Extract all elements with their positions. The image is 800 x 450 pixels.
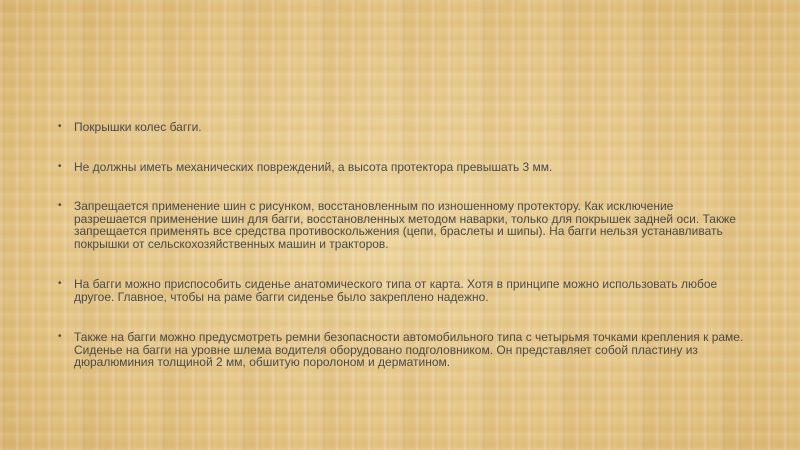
bullet-seat: • На багги можно приспособить сиденье анатомического типа от карта. Хотя в принципе можно использовать любое другое. Главное, чтобы на раме багги сиденье было закреплено надежно. [58, 278, 748, 303]
bullet-list [58, 121, 748, 369]
bullet-seatbelts: • Также на багги можно предусмотреть ремни безопасности автомобильного типа с четырьмя точками крепления к раме. Сиденье на багги на уровне шлема водителя оборудовано подголовником. Он представляет собой пластину из дюралюминия толщиной 2 мм, обшитую поролоном и дерматином. [58, 331, 748, 369]
bullet-tread-requirement: • Не должны иметь механических повреждений, а высота протектора превышать 3 мм. [58, 161, 748, 174]
bullet-tires-heading: • Покрышки колес багги. [58, 121, 748, 134]
bullet-prohibited-tires: • Запрещается применение шин с рисунком, восстановленным по изношенному протектору. Как исключение разрешается применение шин для багги, восстановленных методом наварки, только для покрышек задней оси. Также запрещается применять все средства противоскольжения (цепи, браслеты и шипы). На багги нельзя устанавливать покрышки от сельскохозяйственных машин и тракторов. [58, 200, 748, 250]
